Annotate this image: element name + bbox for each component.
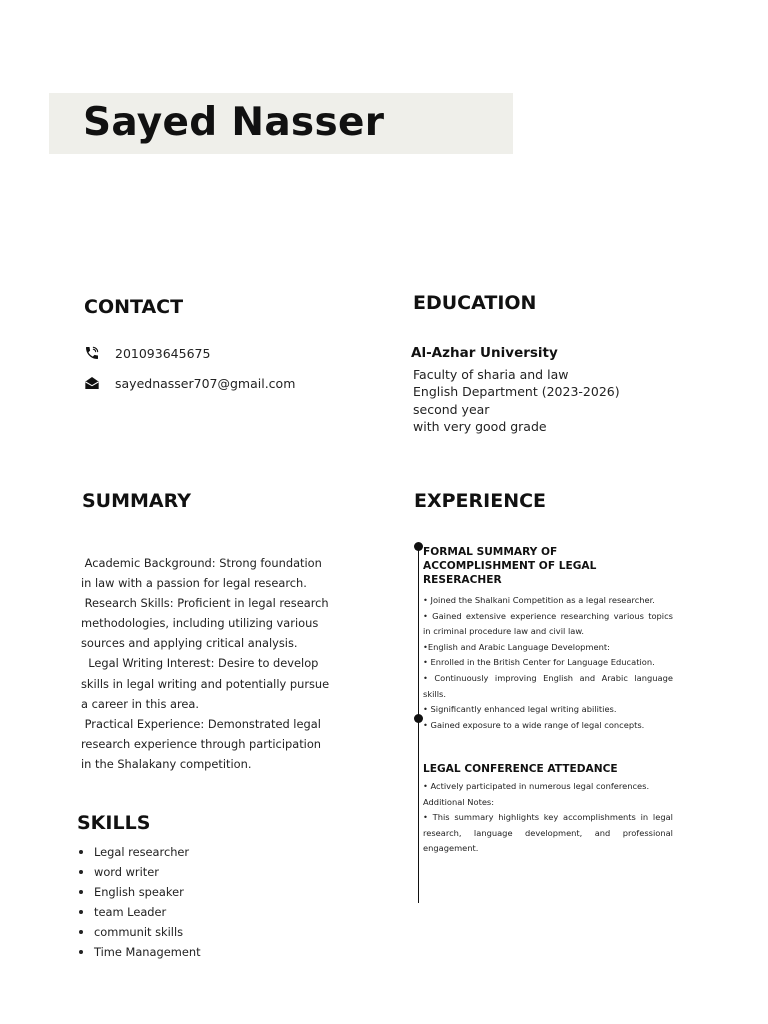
summary-line: a career in this area.	[81, 696, 200, 711]
summary-line: Practical Experience: Demonstrated legal	[81, 716, 321, 731]
timeline-dot	[414, 714, 423, 723]
skill-item: communit skills	[78, 922, 201, 942]
name-banner	[49, 93, 513, 154]
education-heading: EDUCATION	[413, 292, 537, 314]
experience-block-title: LEGAL CONFERENCE ATTEDANCE	[423, 763, 618, 775]
experience-block-accomplishments	[423, 545, 673, 733]
experience-subheading: Additional Notes:	[423, 796, 495, 807]
summary-line: in the Shalakany competition.	[81, 756, 252, 771]
experience-block-conferences	[423, 762, 673, 857]
experience-subheading: •English and Arabic Language Development:	[423, 641, 610, 652]
skill-item: Time Management	[78, 942, 201, 962]
skills-heading: SKILLS	[77, 812, 151, 834]
skill-item: word writer	[78, 862, 201, 882]
summary-text	[81, 553, 346, 774]
contact-phone[interactable]: 201093645675	[115, 345, 211, 361]
timeline-line	[418, 546, 419, 903]
contact-heading: CONTACT	[84, 296, 184, 318]
summary-line: methodologies, including utilizing various	[81, 616, 319, 631]
skill-item: Legal researcher	[78, 842, 201, 862]
experience-heading: EXPERIENCE	[414, 490, 547, 512]
envelope-icon	[84, 375, 100, 391]
skills-list	[78, 842, 201, 962]
skill-item: English speaker	[78, 882, 201, 902]
contact-email[interactable]: sayednasser707@gmail.com	[115, 375, 296, 391]
page-title: Sayed Nasser	[83, 100, 385, 145]
contact-phone-row	[84, 345, 210, 361]
experience-item: • Enrolled in the British Center for Language Education.	[423, 657, 655, 668]
experience-item: • Gained extensive experience researching various topics in criminal procedure law and civil law.	[423, 610, 673, 637]
experience-item: • This summary highlights key accomplishments in legal research, language development, and professional engagement.	[423, 812, 673, 854]
education-line: second year	[413, 401, 490, 417]
education-line: English Department (2023-2026)	[413, 384, 620, 400]
skill-item: team Leader	[78, 902, 201, 922]
summary-line: research experience through participation	[81, 736, 322, 751]
timeline-dot	[414, 542, 423, 551]
education-line: Faculty of sharia and law	[413, 367, 569, 382]
education-school: Al-Azhar University	[411, 345, 558, 361]
summary-line: in law with a passion for legal research.	[81, 576, 307, 591]
education-line: with very good grade	[413, 418, 547, 434]
summary-line: sources and applying critical analysis.	[81, 636, 298, 651]
experience-item: • Significantly enhanced legal writing abilities.	[423, 704, 617, 715]
summary-line: Academic Background: Strong foundation	[81, 556, 322, 570]
phone-icon	[84, 345, 100, 361]
summary-line: Legal Writing Interest: Desire to develop	[81, 656, 319, 671]
experience-item: • Gained exposure to a wide range of legal concepts.	[423, 719, 645, 730]
contact-email-row	[84, 375, 295, 391]
summary-heading: SUMMARY	[82, 490, 191, 512]
education-details	[413, 366, 620, 435]
experience-item: • Actively participated in numerous legal conferences.	[423, 781, 650, 791]
experience-block-title: FORMAL SUMMARY OF ACCOMPLISHMENT OF LEGAL RESERACHER	[423, 546, 597, 586]
experience-item: • Continuously improving English and Arabic language skills.	[423, 672, 673, 699]
summary-line: skills in legal writing and potentially pursue	[81, 676, 330, 691]
summary-line: Research Skills: Proficient in legal research	[81, 596, 329, 611]
experience-item: • Joined the Shalkani Competition as a legal researcher.	[423, 595, 655, 605]
